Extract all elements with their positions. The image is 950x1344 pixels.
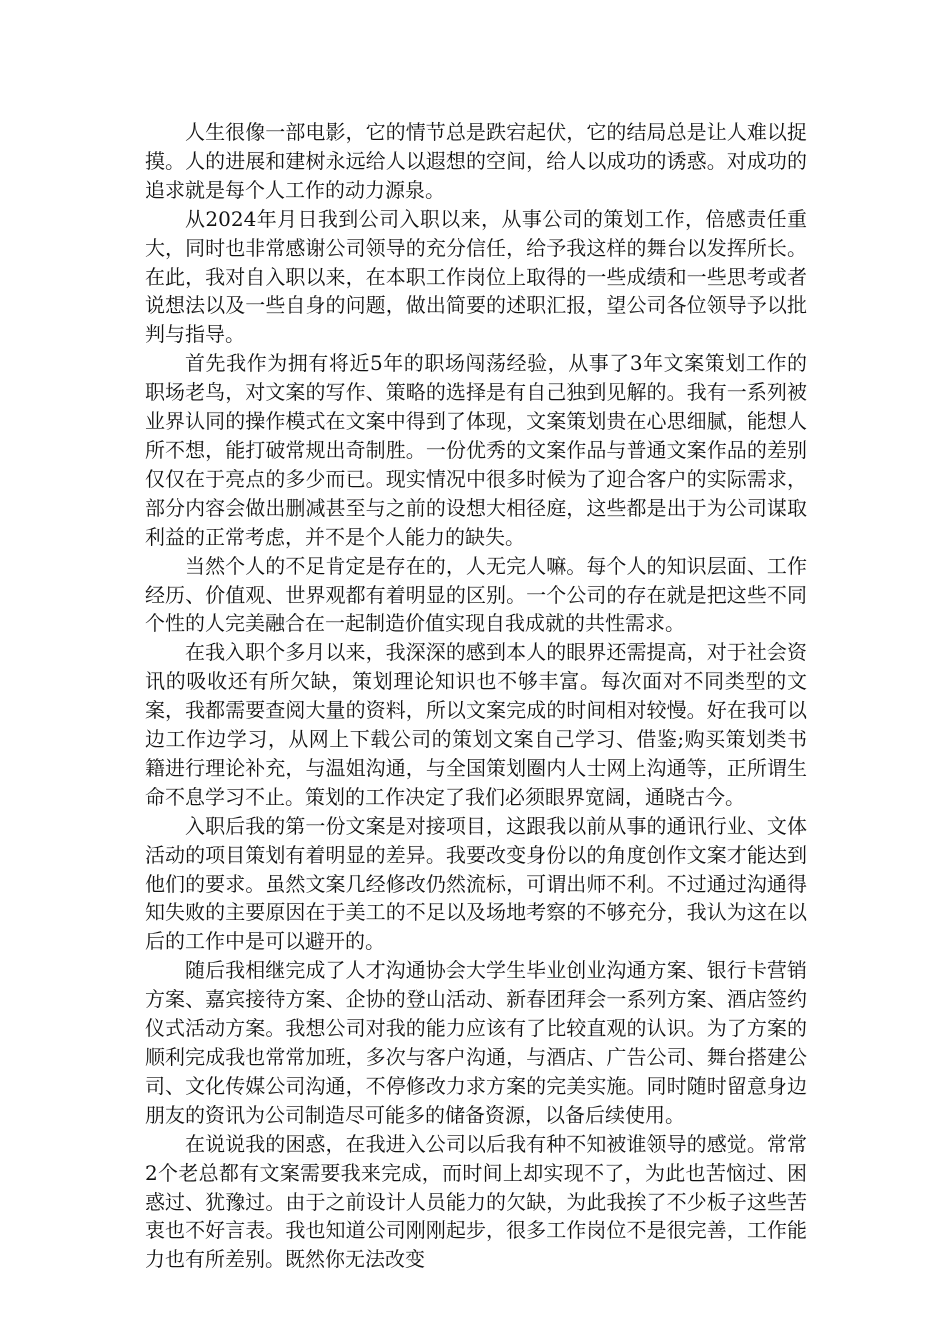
- paragraph-2: 从2024年月日我到公司入职以来，从事公司的策划工作，倍感责任重大，同时也非常感谢公司领导的充分信任，给予我这样的舞台以发挥所长。在此，我对自入职以来，在本职工作岗位上取得的一些成绩和一些思考或者说想法以及一些自身的问题，做出简要的述职汇报，望公司各位领导予以批判与指导。: [145, 206, 807, 347]
- paragraph-3: 首先我作为拥有将近5年的职场闯荡经验，从事了3年文案策划工作的职场老鸟，对文案的写作、策略的选择是有自己独到见解的。我有一系列被业界认同的操作模式在文案中得到了体现，文案策划贵在心思细腻，能想人所不想，能打破常规出奇制胜。一份优秀的文案作品与普通文案作品的差别仅仅在于亮点的多少而已。现实情况中很多时候为了迎合客户的实际需求，部分内容会做出删减甚至与之前的设想大相径庭，这些都是出于为公司谋取利益的正常考虑，并不是个人能力的缺失。: [145, 351, 807, 549]
- paragraph-8: 在说说我的困惑，在我进入公司以后我有种不知被谁领导的感觉。常常2个老总都有文案需要我来完成，而时间上却实现不了，为此也苦恼过、困惑过、犹豫过。由于之前设计人员能力的欠缺，为此我挨了不少板子这些苦衷也不好言表。我也知道公司刚刚起步，很多工作岗位不是很完善，工作能力也有所差别。既然你无法改变: [145, 1131, 807, 1272]
- paragraph-7: 随后我相继完成了人才沟通协会大学生毕业创业沟通方案、银行卡营销方案、嘉宾接待方案、企协的登山活动、新春团拜会一系列方案、酒店签约仪式活动方案。我想公司对我的能力应该有了比较直观的认识。为了方案的顺利完成我也常常加班，多次与客户沟通，与酒店、广告公司、舞台搭建公司、文化传媒公司沟通，不停修改力求方案的完美实施。同时随时留意身边朋友的资讯为公司制造尽可能多的储备资源，以备后续使用。: [145, 958, 807, 1127]
- paragraph-6: 入职后我的第一份文案是对接项目，这跟我以前从事的通讯行业、文体活动的项目策划有着明显的差异。我要改变身份以的角度创作文案才能达到他们的要求。虽然文案几经修改仍然流标，可谓出师不利。不过通过沟通得知失败的主要原因在于美工的不足以及场地考察的不够充分，我认为这在以后的工作中是可以避开的。: [145, 813, 807, 954]
- paragraph-1: 人生很像一部电影，它的情节总是跌宕起伏，它的结局总是让人难以捉摸。人的进展和建树永远给人以遐想的空间，给人以成功的诱惑。对成功的追求就是每个人工作的动力源泉。: [145, 120, 807, 202]
- paragraph-4: 当然个人的不足肯定是存在的，人无完人嘛。每个人的知识层面、工作经历、价值观、世界观都有着明显的区别。一个公司的存在就是把这些不同个性的人完美融合在一起制造价值实现自我成就的共性需求。: [145, 553, 807, 636]
- paragraph-5: 在我入职个多月以来，我深深的感到本人的眼界还需提高，对于社会资讯的吸收还有所欠缺，策划理论知识也不够丰富。每次面对不同类型的文案，我都需要查阅大量的资料，所以文案完成的时间相对较慢。好在我可以边工作边学习，从网上下载公司的策划文案自己学习、借鉴;购买策划类书籍进行理论补充，与温姐沟通，与全国策划圈内人士网上沟通等，正所谓生命不息学习不止。策划的工作决定了我们必须眼界宽阔，通晓古今。: [145, 640, 807, 809]
- document-body: [145, 118, 807, 1274]
